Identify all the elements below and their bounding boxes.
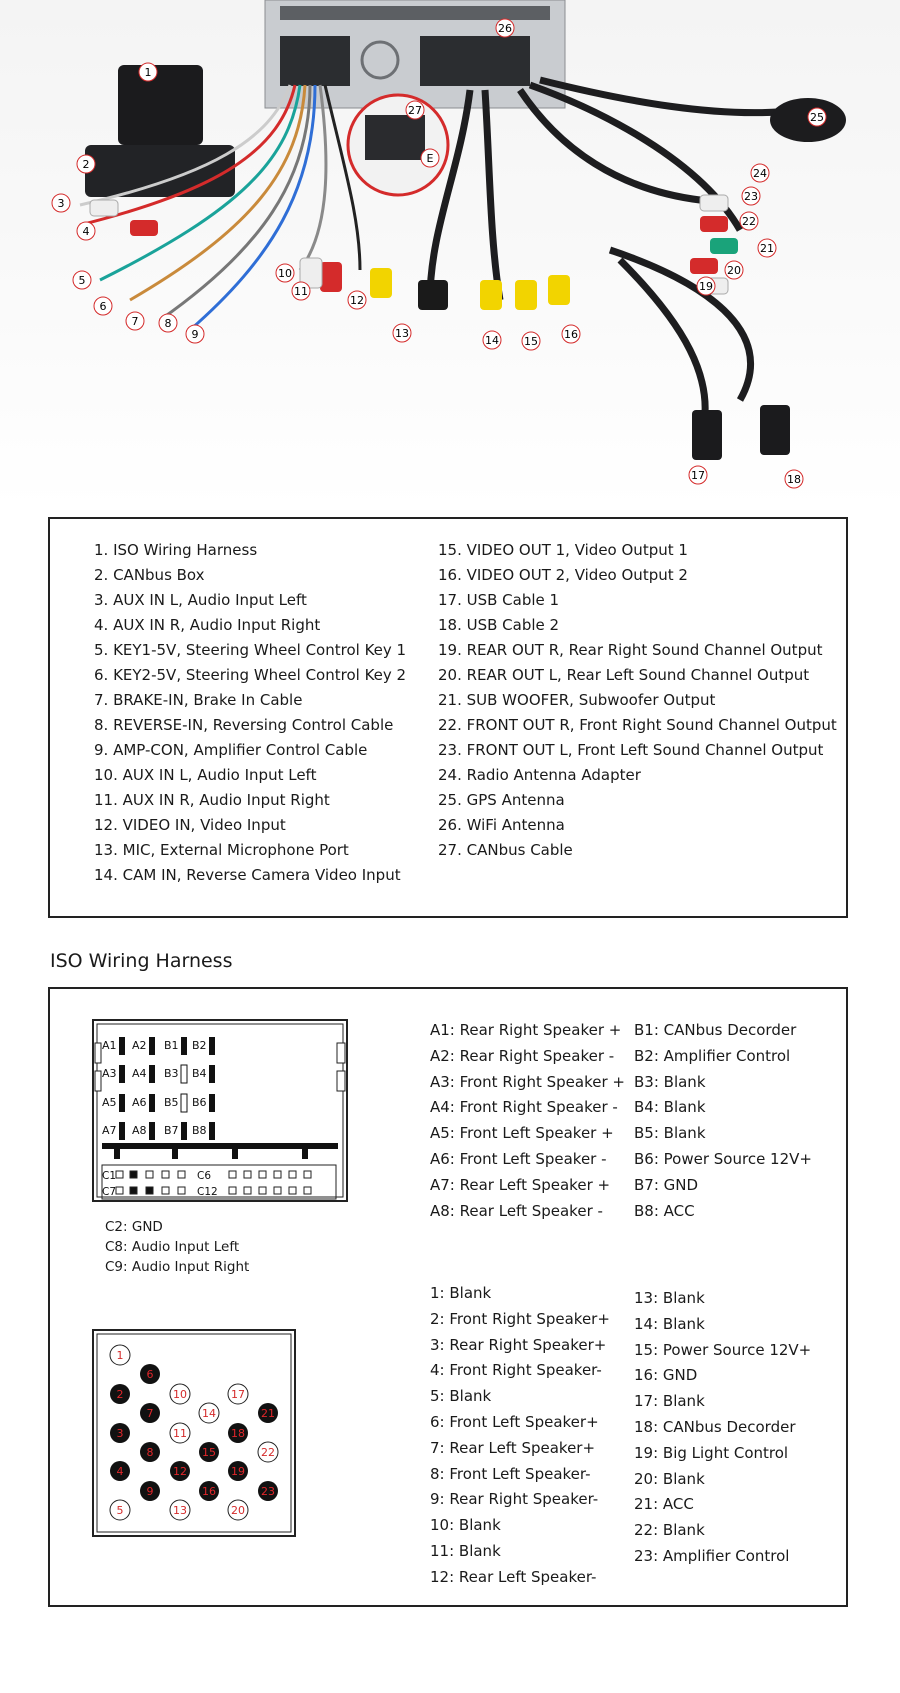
legend-item: 18. USB Cable 2 xyxy=(438,616,560,634)
round-pin-desc: 2: Front Right Speaker+ xyxy=(430,1309,610,1328)
svg-text:12: 12 xyxy=(350,294,364,307)
pin-label-A4: A4 xyxy=(132,1067,147,1080)
legend-item: 14. CAM IN, Reverse Camera Video Input xyxy=(94,866,401,884)
legend-item: 25. GPS Antenna xyxy=(438,791,565,809)
round-pin-desc: 14: Blank xyxy=(634,1314,705,1333)
svg-text:20: 20 xyxy=(231,1504,245,1517)
round-pin-2 xyxy=(110,1384,130,1404)
round-pin-desc: 22: Blank xyxy=(634,1521,705,1540)
svg-text:9: 9 xyxy=(191,328,199,341)
pin-label-C7: C7 xyxy=(102,1186,117,1198)
callout-4 xyxy=(77,222,95,240)
svg-text:26: 26 xyxy=(498,22,512,35)
round-pin-desc: 17: Blank xyxy=(634,1392,705,1411)
b-pin: B1: CANbus Decorder xyxy=(634,1021,797,1039)
pin-label-A2: A2 xyxy=(132,1039,147,1052)
svg-text:3: 3 xyxy=(57,197,65,210)
round-pin-desc: 10: Blank xyxy=(430,1516,501,1535)
round-pin-desc: 20: Blank xyxy=(634,1469,705,1488)
round-pin-12 xyxy=(170,1461,190,1481)
callout-E xyxy=(421,149,439,167)
legend-item: 20. REAR OUT L, Rear Left Sound Channel Output xyxy=(438,666,810,684)
legend-item: 21. SUB WOOFER, Subwoofer Output xyxy=(438,691,716,709)
b-pin: B7: GND xyxy=(634,1175,699,1194)
svg-text:4: 4 xyxy=(82,225,90,238)
callout-2 xyxy=(77,155,95,173)
legend-item: 22. FRONT OUT R, Front Right Sound Channel Output xyxy=(438,716,837,734)
svg-text:12: 12 xyxy=(173,1465,187,1478)
legend-left-column xyxy=(94,538,406,888)
round-pin-23 xyxy=(258,1481,278,1501)
pin-label-B5: B5 xyxy=(164,1096,179,1109)
svg-text:E: E xyxy=(426,152,434,165)
pin-label-A1: A1 xyxy=(102,1039,117,1052)
round-pin-5 xyxy=(110,1500,130,1520)
svg-text:23: 23 xyxy=(744,190,758,203)
round-pin-desc: 21: ACC xyxy=(634,1495,694,1514)
legend-item: 27. CANbus Cable xyxy=(438,841,573,859)
pin-label-B1: B1 xyxy=(164,1039,179,1052)
svg-text:22: 22 xyxy=(742,215,756,228)
round-pin-6 xyxy=(140,1364,160,1384)
round-pin-desc: 12: Rear Left Speaker- xyxy=(430,1567,597,1586)
svg-text:10: 10 xyxy=(173,1388,187,1401)
pin-label-B7: B7 xyxy=(164,1124,179,1137)
legend-item: 5. KEY1-5V, Steering Wheel Control Key 1 xyxy=(94,641,407,659)
callout-7 xyxy=(126,312,144,330)
callout-13 xyxy=(393,324,411,342)
b-pin: B3: Blank xyxy=(634,1072,706,1091)
svg-text:5: 5 xyxy=(116,1504,124,1517)
legend-item: 13. MIC, External Microphone Port xyxy=(94,841,349,859)
svg-text:13: 13 xyxy=(173,1504,187,1517)
legend-item: 23. FRONT OUT L, Front Left Sound Channel Output xyxy=(438,741,824,759)
pin-label-B3: B3 xyxy=(164,1067,179,1080)
pin-list-13-23 xyxy=(634,1286,811,1570)
svg-text:20: 20 xyxy=(727,264,741,277)
component-legend xyxy=(48,517,848,918)
pin-label-A3: A3 xyxy=(102,1067,117,1080)
product-photo xyxy=(0,0,900,510)
callout-10 xyxy=(276,264,294,282)
a-pin: A1: Rear Right Speaker + xyxy=(430,1021,622,1039)
a-pin: A3: Front Right Speaker + xyxy=(430,1072,625,1091)
svg-text:22: 22 xyxy=(261,1446,275,1459)
iso-pinout-box xyxy=(48,987,848,1607)
svg-text:24: 24 xyxy=(753,167,767,180)
round-pin-16 xyxy=(199,1481,219,1501)
callout-11 xyxy=(292,282,310,300)
round-pin-21 xyxy=(258,1403,278,1423)
svg-text:14: 14 xyxy=(202,1407,216,1420)
svg-text:2: 2 xyxy=(116,1388,124,1401)
callout-16 xyxy=(562,325,580,343)
a-pin: A2: Rear Right Speaker - xyxy=(430,1046,615,1065)
callout-26 xyxy=(496,19,514,37)
legend-item: 11. AUX IN R, Audio Input Right xyxy=(94,791,330,809)
round-pin-3 xyxy=(110,1423,130,1443)
legend-item: 2. CANbus Box xyxy=(94,566,205,584)
legend-item: 3. AUX IN L, Audio Input Left xyxy=(94,591,307,609)
round-pin-desc: 6: Front Left Speaker+ xyxy=(430,1412,599,1431)
pin-label-C1: C1 xyxy=(102,1170,117,1182)
legend-right-column xyxy=(438,538,837,863)
callout-24 xyxy=(751,164,769,182)
iso-section-title: ISO Wiring Harness xyxy=(50,950,233,972)
c-note: C8: Audio Input Left xyxy=(105,1239,240,1255)
legend-item: 9. AMP-CON, Amplifier Control Cable xyxy=(94,741,368,759)
round-pin-9 xyxy=(140,1481,160,1501)
callout-22 xyxy=(740,212,758,230)
svg-text:18: 18 xyxy=(787,473,801,486)
svg-text:25: 25 xyxy=(810,111,824,124)
a-pin: A7: Rear Left Speaker + xyxy=(430,1175,611,1194)
b-pin-list xyxy=(634,1018,812,1224)
svg-text:15: 15 xyxy=(524,335,538,348)
round-pin-11 xyxy=(170,1423,190,1443)
callout-25 xyxy=(808,108,826,126)
legend-item: 16. VIDEO OUT 2, Video Output 2 xyxy=(438,566,688,584)
c-note: C9: Audio Input Right xyxy=(105,1259,250,1275)
round-pin-13 xyxy=(170,1500,190,1520)
pin-label-B2: B2 xyxy=(192,1039,207,1052)
round-pin-15 xyxy=(199,1442,219,1462)
a-pin: A6: Front Left Speaker - xyxy=(430,1149,607,1168)
legend-item: 24. Radio Antenna Adapter xyxy=(438,766,641,784)
svg-text:9: 9 xyxy=(146,1485,154,1498)
svg-text:16: 16 xyxy=(564,328,578,341)
svg-text:17: 17 xyxy=(691,469,705,482)
callout-17 xyxy=(689,466,707,484)
svg-text:15: 15 xyxy=(202,1446,216,1459)
legend-item: 12. VIDEO IN, Video Input xyxy=(94,816,286,834)
c-note: C2: GND xyxy=(105,1219,163,1235)
a-pin: A8: Rear Left Speaker - xyxy=(430,1201,603,1220)
callout-23 xyxy=(742,187,760,205)
svg-text:5: 5 xyxy=(78,274,86,287)
legend-item: 19. REAR OUT R, Rear Right Sound Channel Output xyxy=(438,641,823,659)
callout-20 xyxy=(725,261,743,279)
round-pin-desc: 7: Rear Left Speaker+ xyxy=(430,1438,596,1457)
legend-item: 26. WiFi Antenna xyxy=(438,816,565,834)
a-pin-list xyxy=(430,1018,625,1224)
pin-label-A6: A6 xyxy=(132,1096,147,1109)
callout-18 xyxy=(785,470,803,488)
round-pin-17 xyxy=(228,1384,248,1404)
svg-text:8: 8 xyxy=(164,317,172,330)
round-pin-10 xyxy=(170,1384,190,1404)
pin-label-C6: C6 xyxy=(197,1170,212,1182)
round-pin-desc: 15: Power Source 12V+ xyxy=(634,1340,812,1359)
svg-text:23: 23 xyxy=(261,1485,275,1498)
round-pin-desc: 1: Blank xyxy=(430,1284,492,1302)
legend-item: 1. ISO Wiring Harness xyxy=(94,541,258,559)
round-pin-19 xyxy=(228,1461,248,1481)
svg-text:14: 14 xyxy=(485,334,499,347)
round-pin-20 xyxy=(228,1500,248,1520)
round-pin-desc: 11: Blank xyxy=(430,1541,501,1560)
svg-text:19: 19 xyxy=(231,1465,245,1478)
callout-6 xyxy=(94,297,112,315)
svg-text:6: 6 xyxy=(146,1368,154,1381)
b-pin: B4: Blank xyxy=(634,1098,706,1117)
pin-label-B8: B8 xyxy=(192,1124,207,1137)
callout-9 xyxy=(186,325,204,343)
round-pin-desc: 23: Amplifier Control xyxy=(634,1546,790,1565)
legend-item: 8. REVERSE-IN, Reversing Control Cable xyxy=(94,716,394,734)
round-pin-desc: 16: GND xyxy=(634,1366,698,1385)
round-pin-8 xyxy=(140,1442,160,1462)
callout-19 xyxy=(697,277,715,295)
b-pin: B5: Blank xyxy=(634,1124,706,1143)
callout-14 xyxy=(483,331,501,349)
b-pin: B6: Power Source 12V+ xyxy=(634,1149,812,1168)
pin-label-B6: B6 xyxy=(192,1096,207,1109)
svg-text:16: 16 xyxy=(202,1485,216,1498)
pin-label-C12: C12 xyxy=(197,1186,218,1198)
round-pin-desc: 3: Rear Right Speaker+ xyxy=(430,1335,607,1354)
legend-item: 7. BRAKE-IN, Brake In Cable xyxy=(94,691,303,709)
legend-item: 15. VIDEO OUT 1, Video Output 1 xyxy=(438,541,688,559)
callout-3 xyxy=(52,194,70,212)
svg-text:8: 8 xyxy=(146,1446,154,1459)
round-pin-desc: 13: Blank xyxy=(634,1289,705,1307)
svg-text:21: 21 xyxy=(760,242,774,255)
svg-text:3: 3 xyxy=(116,1427,124,1440)
round-pin-4 xyxy=(110,1461,130,1481)
wiring-photo-illustration xyxy=(0,0,900,510)
callout-12 xyxy=(348,291,366,309)
svg-text:1: 1 xyxy=(116,1349,124,1362)
pin-label-A7: A7 xyxy=(102,1124,117,1137)
a-pin: A5: Front Left Speaker + xyxy=(430,1124,614,1143)
pin-label-A5: A5 xyxy=(102,1096,117,1109)
svg-text:27: 27 xyxy=(408,104,422,117)
svg-text:7: 7 xyxy=(146,1407,154,1420)
callout-1 xyxy=(139,63,157,81)
svg-text:11: 11 xyxy=(173,1427,187,1440)
callout-5 xyxy=(73,271,91,289)
svg-text:6: 6 xyxy=(99,300,107,313)
iso-connector-abc-diagram xyxy=(92,1019,350,1204)
round-pin-desc: 9: Rear Right Speaker- xyxy=(430,1490,599,1509)
svg-text:10: 10 xyxy=(278,267,292,280)
svg-text:4: 4 xyxy=(116,1465,124,1478)
round-pin-desc: 19: Big Light Control xyxy=(634,1443,789,1462)
legend-item: 10. AUX IN L, Audio Input Left xyxy=(94,766,317,784)
legend-item: 17. USB Cable 1 xyxy=(438,591,560,609)
legend-item: 4. AUX IN R, Audio Input Right xyxy=(94,616,321,634)
a-pin: A4: Front Right Speaker - xyxy=(430,1098,618,1117)
legend-item: 6. KEY2-5V, Steering Wheel Control Key 2 xyxy=(94,666,407,684)
svg-text:11: 11 xyxy=(294,285,308,298)
callout-27 xyxy=(406,101,424,119)
callout-21 xyxy=(758,239,776,257)
round-pin-18 xyxy=(228,1423,248,1443)
round-pin-connector-diagram xyxy=(92,1329,298,1539)
svg-text:21: 21 xyxy=(261,1407,275,1420)
svg-text:19: 19 xyxy=(699,280,713,293)
round-pin-1 xyxy=(110,1345,130,1365)
c-pin-notes xyxy=(105,1217,249,1277)
round-pin-desc: 5: Blank xyxy=(430,1387,492,1406)
round-pin-14 xyxy=(199,1403,219,1423)
pin-list-1-12 xyxy=(430,1281,610,1591)
round-pin-desc: 18: CANbus Decorder xyxy=(634,1417,796,1436)
svg-text:13: 13 xyxy=(395,327,409,340)
b-pin: B8: ACC xyxy=(634,1201,695,1220)
round-pin-7 xyxy=(140,1403,160,1423)
pin-label-A8: A8 xyxy=(132,1124,147,1137)
round-pin-22 xyxy=(258,1442,278,1462)
b-pin: B2: Amplifier Control xyxy=(634,1046,791,1065)
callout-15 xyxy=(522,332,540,350)
svg-text:1: 1 xyxy=(144,66,152,79)
svg-text:17: 17 xyxy=(231,1388,245,1401)
round-pin-desc: 8: Front Left Speaker- xyxy=(430,1464,591,1483)
round-pin-desc: 4: Front Right Speaker- xyxy=(430,1361,602,1380)
callout-8 xyxy=(159,314,177,332)
svg-text:7: 7 xyxy=(131,315,139,328)
svg-text:18: 18 xyxy=(231,1427,245,1440)
pin-label-B4: B4 xyxy=(192,1067,207,1080)
svg-text:2: 2 xyxy=(82,158,90,171)
